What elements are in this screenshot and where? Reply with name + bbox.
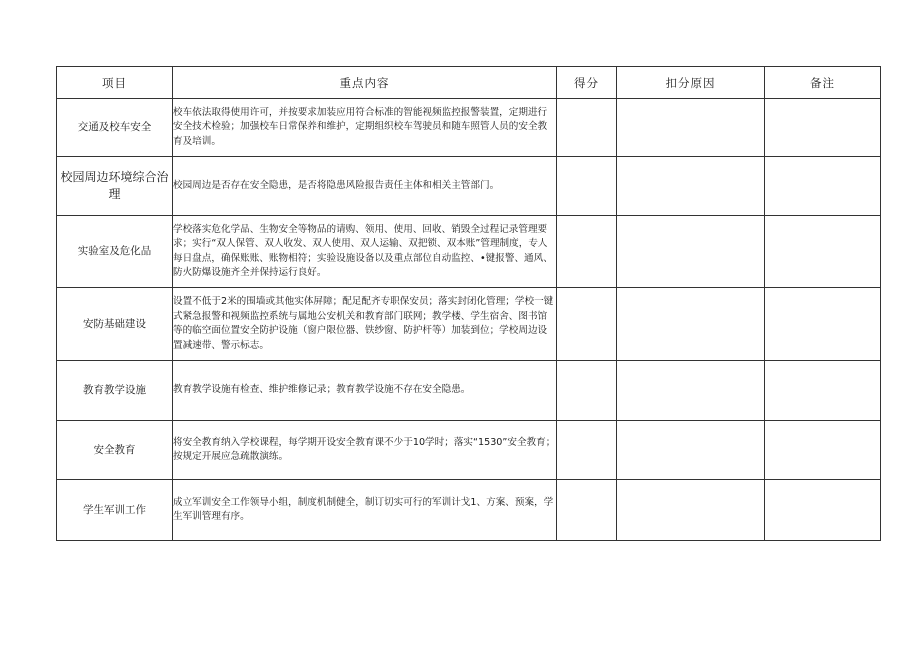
row-item: 安防基础建设 — [57, 288, 173, 361]
table-row — [57, 480, 881, 541]
row-item: 实验室及危化品 — [57, 216, 173, 288]
score-cell[interactable] — [557, 361, 617, 421]
inspection-table — [56, 66, 881, 541]
deduction-reason-cell[interactable] — [617, 157, 765, 216]
header-score: 得分 — [557, 67, 617, 99]
row-item: 安全教育 — [57, 421, 173, 480]
header-row — [57, 67, 881, 99]
row-item: 校园周边环境综合治理 — [57, 157, 173, 216]
deduction-reason-cell[interactable] — [617, 421, 765, 480]
table-row — [57, 361, 881, 421]
row-content: 校车依法取得使用许可，并按要求加装应用符合标准的智能视频监控报警装置，定期进行安全技术检验；加强校车日常保养和维护，定期组织校车驾驶员和随车照管人员的安全教育及培训。 — [173, 99, 557, 157]
row-content: 设置不低于2米的围墙或其他实体屏障；配足配齐专职保安员；落实封闭化管理；学校一键式紧急报警和视频监控系统与属地公安机关和教育部门联网；教学楼、学生宿舍、图书馆等的临空面位置安全防护设施（窗户限位器、铁纱窗、防护杆等）加装到位；学校周边设置减速带、警示标志。 — [173, 288, 557, 361]
row-item: 学生军训工作 — [57, 480, 173, 541]
header-remarks: 备注 — [765, 67, 881, 99]
header-deduction-reason: 扣分原因 — [617, 67, 765, 99]
table-row — [57, 288, 881, 361]
deduction-reason-cell[interactable] — [617, 99, 765, 157]
score-cell[interactable] — [557, 99, 617, 157]
row-content: 校园周边是否存在安全隐患，是否将隐患风险报告责任主体和相关主管部门。 — [173, 157, 557, 216]
row-content: 成立军训安全工作领导小组，制度机制健全，制订切实可行的军训计戈1、方案、预案，学生军训管理有序。 — [173, 480, 557, 541]
remarks-cell[interactable] — [765, 361, 881, 421]
remarks-cell[interactable] — [765, 157, 881, 216]
deduction-reason-cell[interactable] — [617, 216, 765, 288]
row-content: 教育教学设施有检查、维护维修记录；教育教学设施不存在安全隐患。 — [173, 361, 557, 421]
row-content: 学校落实危化学品、生物安全等物品的请购、领用、使用、回收、销毁全过程记录管理要求；实行“双人保管、双人收发、双人使用、双人运输、双把锁、双本账”管理制度，专人每日盘点，确保账账、账物相符；实验设施设备以及重点部位自动监控、•键报警、通风、防火防爆设施齐全并保持运行良好。 — [173, 216, 557, 288]
score-cell[interactable] — [557, 157, 617, 216]
table-row — [57, 157, 881, 216]
row-item: 教育教学设施 — [57, 361, 173, 421]
remarks-cell[interactable] — [765, 288, 881, 361]
remarks-cell[interactable] — [765, 480, 881, 541]
deduction-reason-cell[interactable] — [617, 288, 765, 361]
score-cell[interactable] — [557, 216, 617, 288]
score-cell[interactable] — [557, 421, 617, 480]
deduction-reason-cell[interactable] — [617, 361, 765, 421]
deduction-reason-cell[interactable] — [617, 480, 765, 541]
table-row — [57, 421, 881, 480]
header-item: 项目 — [57, 67, 173, 99]
score-cell[interactable] — [557, 288, 617, 361]
table-row — [57, 216, 881, 288]
inspection-sheet — [56, 66, 880, 541]
remarks-cell[interactable] — [765, 216, 881, 288]
remarks-cell[interactable] — [765, 421, 881, 480]
row-item: 交通及校车安全 — [57, 99, 173, 157]
header-content: 重点内容 — [173, 67, 557, 99]
score-cell[interactable] — [557, 480, 617, 541]
table-row — [57, 99, 881, 157]
remarks-cell[interactable] — [765, 99, 881, 157]
row-content: 将安全教育纳入学校课程，每学期开设安全教育课不少于10学时；落实“1530”安全教育；按规定开展应急疏散演练。 — [173, 421, 557, 480]
